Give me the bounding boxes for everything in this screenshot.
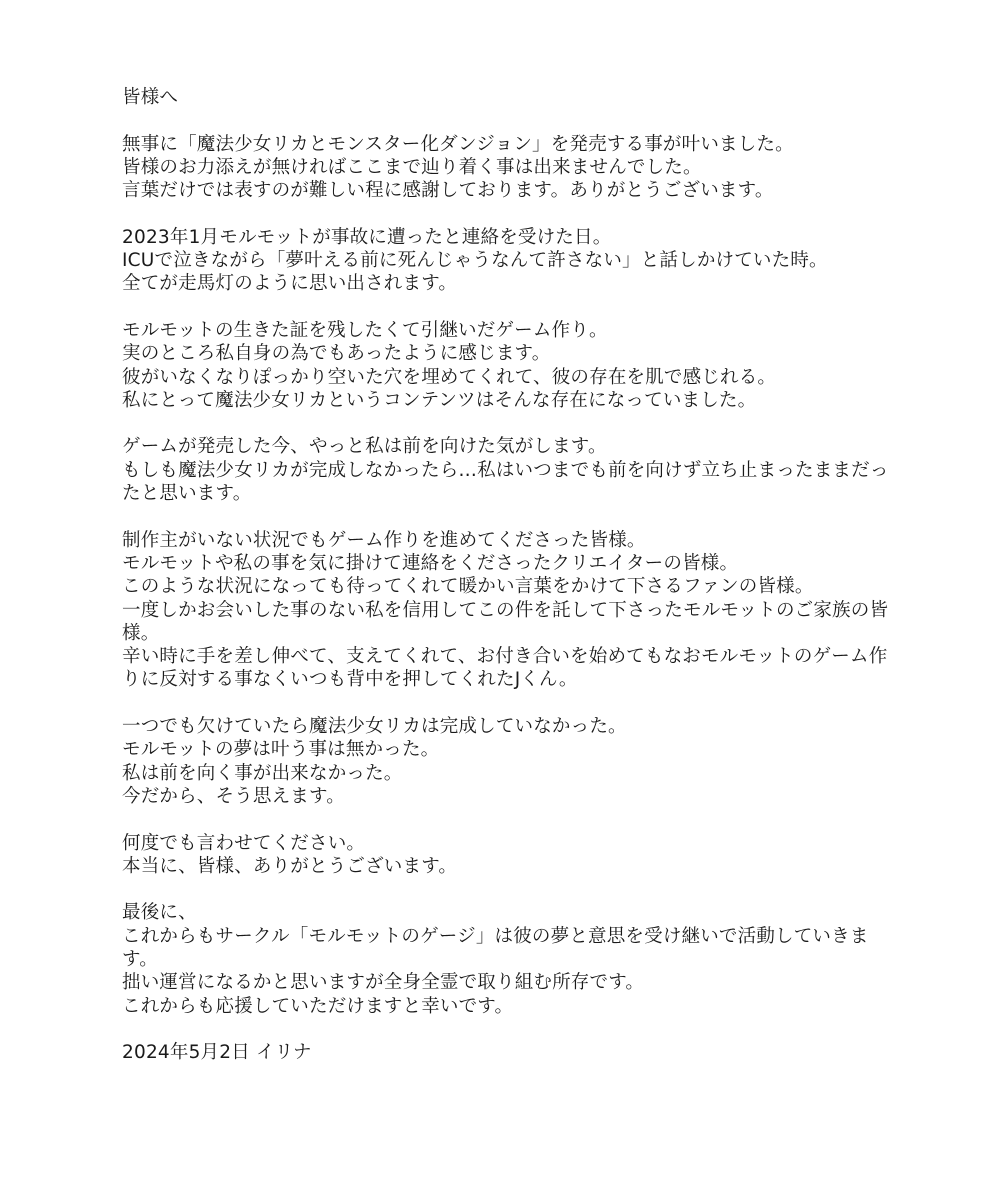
paragraph-gap bbox=[122, 109, 872, 132]
text-line: 最後に、 bbox=[122, 902, 197, 924]
text-line: ゲームが発売した今、やっと私は前を向けた気がします。 bbox=[122, 436, 607, 458]
text-line: 私は前を向く事が出来なかった。 bbox=[122, 762, 403, 784]
text-line: 2023年1月モルモットが事故に遭ったと連絡を受けた日。 bbox=[122, 226, 612, 248]
text-line: 何度でも言わせてください。 bbox=[122, 832, 366, 854]
text-line: 皆様のお力添えが無ければここまで辿り着く事は出来ませんでした。 bbox=[122, 156, 702, 178]
text-line: これからもサークル「モルモットのゲージ」は彼の夢と意思を受け継いで活動していきま bbox=[122, 925, 869, 947]
text-line: モルモットの夢は叶う事は無かった。 bbox=[122, 739, 440, 761]
text-line: 様。 bbox=[122, 622, 160, 644]
text-line: 全てが走馬灯のように思い出されます。 bbox=[122, 273, 458, 295]
paragraph-8 bbox=[122, 901, 872, 1017]
text-line: もしも魔法少女リカが完成しなかったら…私はいつまでも前を向けず立ち止まったままだっ bbox=[122, 459, 889, 481]
text-line: 言葉だけでは表すのが難しい程に感謝しております。ありがとうございます。 bbox=[122, 180, 774, 202]
text-line: りに反対する事なくいつも背中を押してくれたJくん。 bbox=[122, 669, 578, 691]
text-line: ICUで泣きながら「夢叶える前に死んじゃうなんて許さない」と話しかけていた時。 bbox=[122, 250, 828, 272]
paragraph-gap bbox=[122, 202, 872, 225]
text-line: これからも応援していただけますと幸いです。 bbox=[122, 995, 514, 1017]
paragraph-gap bbox=[122, 296, 872, 319]
text-line: モルモットや私の事を気に掛けて連絡をくださったクリエイターの皆様。 bbox=[122, 552, 739, 574]
paragraph-3 bbox=[122, 319, 872, 412]
paragraph-4 bbox=[122, 435, 889, 505]
text-line: 一度しかお会いした事のない私を信用してこの件を託して下さったモルモットのご家族の皆 bbox=[122, 599, 889, 621]
text-line: たと思います。 bbox=[122, 483, 252, 505]
paragraph-gap bbox=[122, 412, 872, 435]
paragraph-gap bbox=[122, 808, 872, 831]
text-line: モルモットの生きた証を残したくて引継いだゲーム作り。 bbox=[122, 319, 608, 341]
text-line: 制作主がいない状況でもゲーム作りを進めてくださった皆様。 bbox=[122, 529, 646, 551]
text-line: 今だから、そう思えます。 bbox=[122, 785, 345, 807]
text-line: す。 bbox=[122, 948, 158, 970]
paragraph-gap bbox=[122, 878, 872, 901]
paragraph-gap bbox=[122, 692, 872, 715]
paragraph-1 bbox=[122, 133, 872, 203]
paragraph-6 bbox=[122, 715, 872, 808]
text-line: 無事に「魔法少女リカとモンスター化ダンジョン」を発売する事が叶いました。 bbox=[122, 133, 794, 155]
text-line: 辛い時に手を差し伸べて、支えてくれて、お付き合いを始めてもなおモルモットのゲーム作 bbox=[122, 646, 888, 668]
text-line: 本当に、皆様、ありがとうございます。 bbox=[122, 855, 458, 877]
letter-body bbox=[122, 86, 889, 1064]
text-line: 拙い運営になるかと思いますが全身全霊で取り組む所存です。 bbox=[122, 972, 645, 994]
text-line: 実のところ私自身の為でもあったように感じます。 bbox=[122, 343, 551, 365]
paragraph-2 bbox=[122, 226, 872, 296]
paragraph-gap bbox=[122, 1018, 872, 1041]
paragraph-gap bbox=[122, 505, 872, 528]
paragraph-5 bbox=[122, 529, 889, 692]
text-line: 私にとって魔法少女リカというコンテンツはそんな存在になっていました。 bbox=[122, 389, 757, 411]
text-line: このような状況になっても待ってくれて暖かい言葉をかけて下さるファンの皆様。 bbox=[122, 576, 814, 598]
salutation: 皆様へ bbox=[122, 87, 179, 108]
text-line: 一つでも欠けていたら魔法少女リカは完成していなかった。 bbox=[122, 716, 627, 738]
text-line: 彼がいなくなりぽっかり空いた穴を埋めてくれて、彼の存在を肌で感じれる。 bbox=[122, 366, 777, 388]
signature: 2024年5月2日 イリナ bbox=[122, 1042, 312, 1064]
paragraph-7 bbox=[122, 832, 872, 879]
